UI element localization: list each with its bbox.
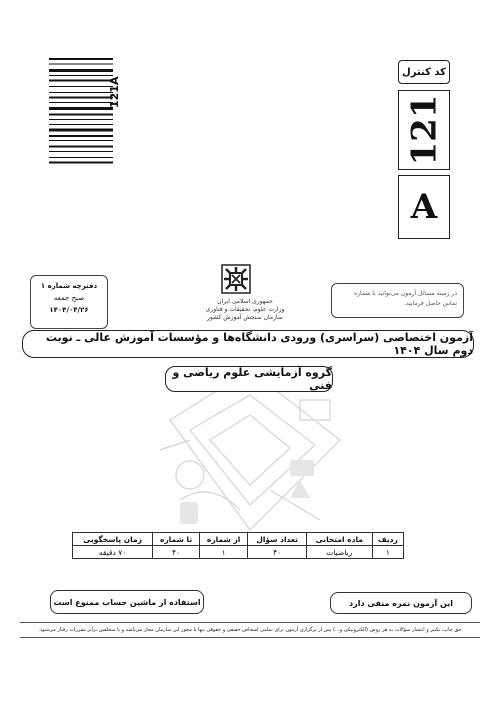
table-cell: ریاضیات xyxy=(306,546,372,559)
table-cell: ۱ xyxy=(199,546,247,559)
barcode-bar xyxy=(49,146,113,148)
column-header: تعداد سؤال xyxy=(248,533,307,546)
barcode xyxy=(49,58,113,178)
org-line-2: وزارت علوم، تحقیقات و فناوری xyxy=(205,306,285,313)
table-cell: ۷۰ دقیقه xyxy=(73,546,153,559)
exam-title: آزمون اختصاصی (سراسری) ورودی دانشگاه‌ها و مؤسسات آموزش عالی ـ نوبت دوم سال ۱۴۰۴ xyxy=(22,330,474,358)
barcode-bar xyxy=(49,114,113,116)
calculator-notice: استفاده از ماشین حساب ممنوع است xyxy=(50,590,204,614)
negative-marking-notice: این آزمون نمره منفی دارد xyxy=(330,592,472,614)
org-line-1: جمهوری اسلامی ایران xyxy=(217,298,273,305)
barcode-bar xyxy=(49,92,113,93)
barcode-bar xyxy=(49,102,113,103)
organization-name xyxy=(190,298,300,322)
watermark-illustration xyxy=(150,380,350,540)
exam-schedule-table xyxy=(72,532,404,559)
booklet-info xyxy=(30,275,108,329)
contact-line-2: تماس حاصل فرمایید. xyxy=(403,300,457,307)
exam-group: گروه آزمایشی علوم ریاضی و فنی xyxy=(165,366,333,392)
barcode-bar xyxy=(49,140,113,141)
booklet-number: دفترچه شماره ۱ xyxy=(40,282,98,290)
barcode-bar xyxy=(49,75,113,76)
table-cell: ۴۰ xyxy=(248,546,307,559)
table-header-row xyxy=(73,533,404,546)
barcode-bar xyxy=(49,58,113,60)
column-header: ماده امتحانی xyxy=(306,533,372,546)
barcode-bar xyxy=(49,69,113,72)
contact-line-1: در زمینه مسائل آزمون می‌توانید با شماره xyxy=(354,290,457,297)
barcode-bar xyxy=(49,107,113,110)
table-cell: ۱ xyxy=(372,546,403,559)
table-row xyxy=(73,546,404,559)
barcode-bar xyxy=(49,80,113,82)
table-cell: ۴۰ xyxy=(153,546,200,559)
column-header: ردیف xyxy=(372,533,403,546)
organization-emblem-icon xyxy=(220,263,252,295)
barcode-bar xyxy=(49,119,113,120)
control-code-label: کد کنترل xyxy=(398,60,450,84)
column-header: زمان پاسخگویی xyxy=(73,533,153,546)
org-line-3: سازمان سنجش آموزش کشور xyxy=(207,314,283,321)
barcode-bar xyxy=(49,157,113,158)
booklet-date: ۱۴۰۴/۰۴/۲۶ xyxy=(49,306,89,314)
control-code-number: 121 xyxy=(398,90,450,170)
copyright-footer: حق چاپ، تکثیر و انتشار سؤالات به هر روش (الکترونیکی و...) پس از برگزاری آزمون برای تمامی اشخاص حقیقی و حقوقی تنها با مجوز این سازمان مجاز می‌باشد و با متخلفین برابر مقررات رفتار می‌شود. xyxy=(20,622,480,638)
control-code-letter: A xyxy=(398,175,450,239)
barcode-bar xyxy=(49,86,113,87)
barcode-bar xyxy=(49,135,113,137)
column-header: تا شماره xyxy=(153,533,200,546)
barcode-bar xyxy=(49,162,113,164)
column-header: از شماره xyxy=(199,533,247,546)
barcode-bar xyxy=(49,124,113,125)
barcode-bar xyxy=(49,64,113,65)
barcode-bar xyxy=(49,151,113,152)
barcode-bar xyxy=(49,129,113,132)
barcode-bar xyxy=(49,97,113,99)
barcode-text: 121A xyxy=(108,76,121,108)
booklet-session: صبح جمعه xyxy=(53,294,85,302)
contact-notice xyxy=(331,283,464,318)
